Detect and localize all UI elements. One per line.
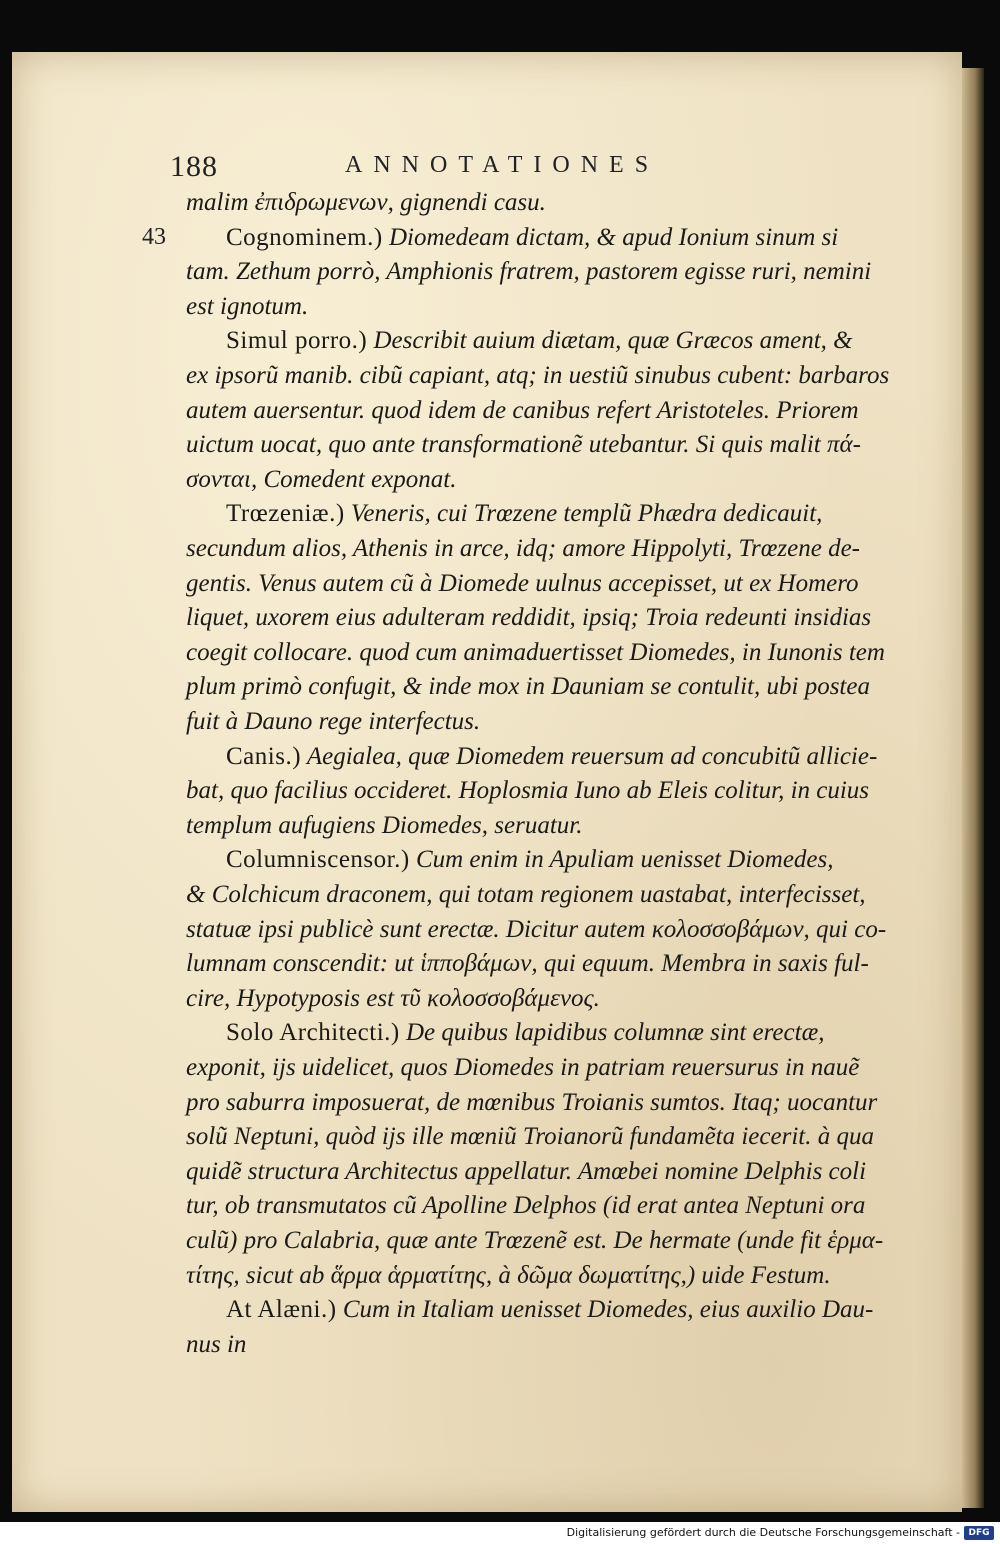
text-line xyxy=(226,221,838,255)
text-line xyxy=(186,1155,866,1189)
line-text: plum primò confugit, & inde mox in Dauniam se contulit, ubi postea xyxy=(186,673,870,701)
text-line xyxy=(186,255,871,289)
funding-notice: Digitalisierung gefördert durch die Deutsche Forschungsgemeinschaft - xyxy=(566,1526,960,1539)
line-text: Diomedeam dictam, & apud Ionium sinum si xyxy=(382,223,839,251)
line-text: lumnam conscendit: ut ἱπποβάμων, qui equum. Membra in saxis ful- xyxy=(186,950,869,978)
footer-bar xyxy=(0,1522,1000,1544)
line-text: σονται, Comedent exponat. xyxy=(186,465,457,493)
lemma-heading: Trœzeniæ.) xyxy=(226,500,345,528)
text-line xyxy=(186,394,859,428)
line-text: templum aufugiens Diomedes, seruatur. xyxy=(186,811,583,839)
text-line xyxy=(186,947,869,981)
line-text: τίτης, sicut ab ἅρμα ἁρματίτης, à δῶμα δωματίτης,) uide Festum. xyxy=(186,1261,831,1289)
line-text: culũ) pro Calabria, quæ ante Trœzenẽ est. De hermate (unde fit ἑρμα- xyxy=(186,1227,884,1254)
line-text: autem auersentur. quod idem de canibus refert Aristoteles. Priorem xyxy=(186,396,859,424)
text-line xyxy=(186,809,583,843)
line-text: tam. Zethum porrò, Amphionis fratrem, pastorem egisse ruri, nemini xyxy=(186,258,872,286)
text-line xyxy=(186,1189,865,1223)
text-line xyxy=(226,843,834,877)
text-line xyxy=(226,1293,873,1327)
page-header xyxy=(170,150,710,186)
lemma-heading: Columniscensor.) xyxy=(226,846,410,874)
text-line xyxy=(186,1120,874,1154)
line-text: statuæ ipsi publicè sunt erectæ. Dicitur autem κολοσσοβάμων, qui co- xyxy=(186,915,887,943)
text-line xyxy=(226,497,822,531)
line-text: pro saburra imposuerat, de mœnibus Troianis sumtos. Itaq; uocantur xyxy=(186,1088,878,1116)
line-text: bat, quo facilius occideret. Hoplosmia Iuno ab Eleis colitur, in cuius xyxy=(186,777,870,805)
line-text: Cum in Italiam uenisset Diomedes, eius auxilio Dau- xyxy=(336,1296,874,1324)
text-line xyxy=(226,740,877,774)
line-text: est ignotum. xyxy=(186,292,309,320)
lemma-heading: Canis.) xyxy=(226,742,302,770)
folio-number: 188 xyxy=(170,150,218,183)
line-text: Describit auium diætam, quæ Græcos ament, & xyxy=(367,327,853,355)
text-line xyxy=(186,1224,883,1258)
line-text: Aegialea, quæ Diomedem reuersum ad concubitũ allicie- xyxy=(301,742,878,770)
line-text: tur, ob transmutatos cũ Apolline Delphos (id erat antea Neptuni ora xyxy=(186,1192,866,1220)
lemma-heading: Cognominem.) xyxy=(226,223,383,251)
lemma-heading: Simul porro.) xyxy=(226,327,368,355)
lemma-heading: At Alæni.) xyxy=(226,1296,337,1324)
line-text: secundum alios, Athenis in arce, idq; amore Hippolyti, Trœzene de- xyxy=(186,535,860,562)
text-line xyxy=(186,1259,831,1293)
text-line xyxy=(186,705,480,739)
text-line xyxy=(186,1051,859,1085)
line-text: gentis. Venus autem cũ à Diomede uulnus accepisset, ut ex Homero xyxy=(186,569,859,597)
text-line xyxy=(186,601,871,635)
text-line xyxy=(226,324,853,358)
lemma-heading: Solo Architecti.) xyxy=(226,1019,400,1047)
text-line xyxy=(186,290,308,324)
line-text: coegit collocare. quod cum animaduertisset Diomedes, in Iunonis tem xyxy=(186,638,885,666)
text-line xyxy=(186,532,860,566)
text-line xyxy=(186,428,861,462)
line-text: & Colchicum draconem, qui totam regionem uastabat, interfecisset, xyxy=(186,881,866,908)
line-text: malim ἐπιδρωμενων, gignendi casu. xyxy=(186,189,546,216)
line-text: De quibus lapidibus columnæ sint erectæ, xyxy=(399,1019,825,1047)
text-line xyxy=(186,670,870,704)
line-text: ex ipsorũ manib. cibũ capiant, atq; in uestiũ sinubus cubent: barbaros xyxy=(186,362,890,389)
line-text: fuit à Dauno rege interfectus. xyxy=(186,708,481,735)
line-text: nus in xyxy=(186,1330,247,1358)
line-text: Veneris, cui Trœzene templũ Phædra dedicauit, xyxy=(344,500,823,528)
text-line xyxy=(186,359,889,393)
text-line xyxy=(186,878,866,912)
text-line xyxy=(226,1016,825,1050)
line-text: uictum uocat, quo ante transformationẽ utebantur. Si quis malit πά- xyxy=(186,431,861,459)
page-edge xyxy=(962,68,984,1508)
text-line xyxy=(186,186,546,220)
text-line xyxy=(186,982,600,1016)
text-line xyxy=(186,1086,877,1120)
text-line xyxy=(186,463,456,497)
line-text: quidẽ structura Architectus appellatur. Amœbei nomine Delphis coli xyxy=(186,1157,867,1185)
dfg-logo-icon: DFG xyxy=(964,1526,994,1540)
text-line xyxy=(186,913,886,947)
line-text: exponit, ijs uidelicet, quos Diomedes in patriam reuersurus in nauẽ xyxy=(186,1054,860,1081)
line-text: Cum enim in Apuliam uenisset Diomedes, xyxy=(409,846,834,874)
text-line xyxy=(186,1328,246,1362)
line-text: liquet, uxorem eius adulteram reddidit, ipsiq; Troia redeunti insidias xyxy=(186,604,872,632)
text-line xyxy=(186,636,885,670)
line-text: solũ Neptuni, quòd ijs ille mœniũ Troianorũ fundamẽta iecerit. à qua xyxy=(186,1123,874,1151)
running-head: ANNOTATIONES xyxy=(345,152,660,178)
margin-verse-number: 43 xyxy=(142,224,166,250)
line-text: cire, Hypotyposis est τῦ κολοσσοβάμενος. xyxy=(186,984,600,1012)
text-line xyxy=(186,567,859,601)
text-line xyxy=(186,774,869,808)
